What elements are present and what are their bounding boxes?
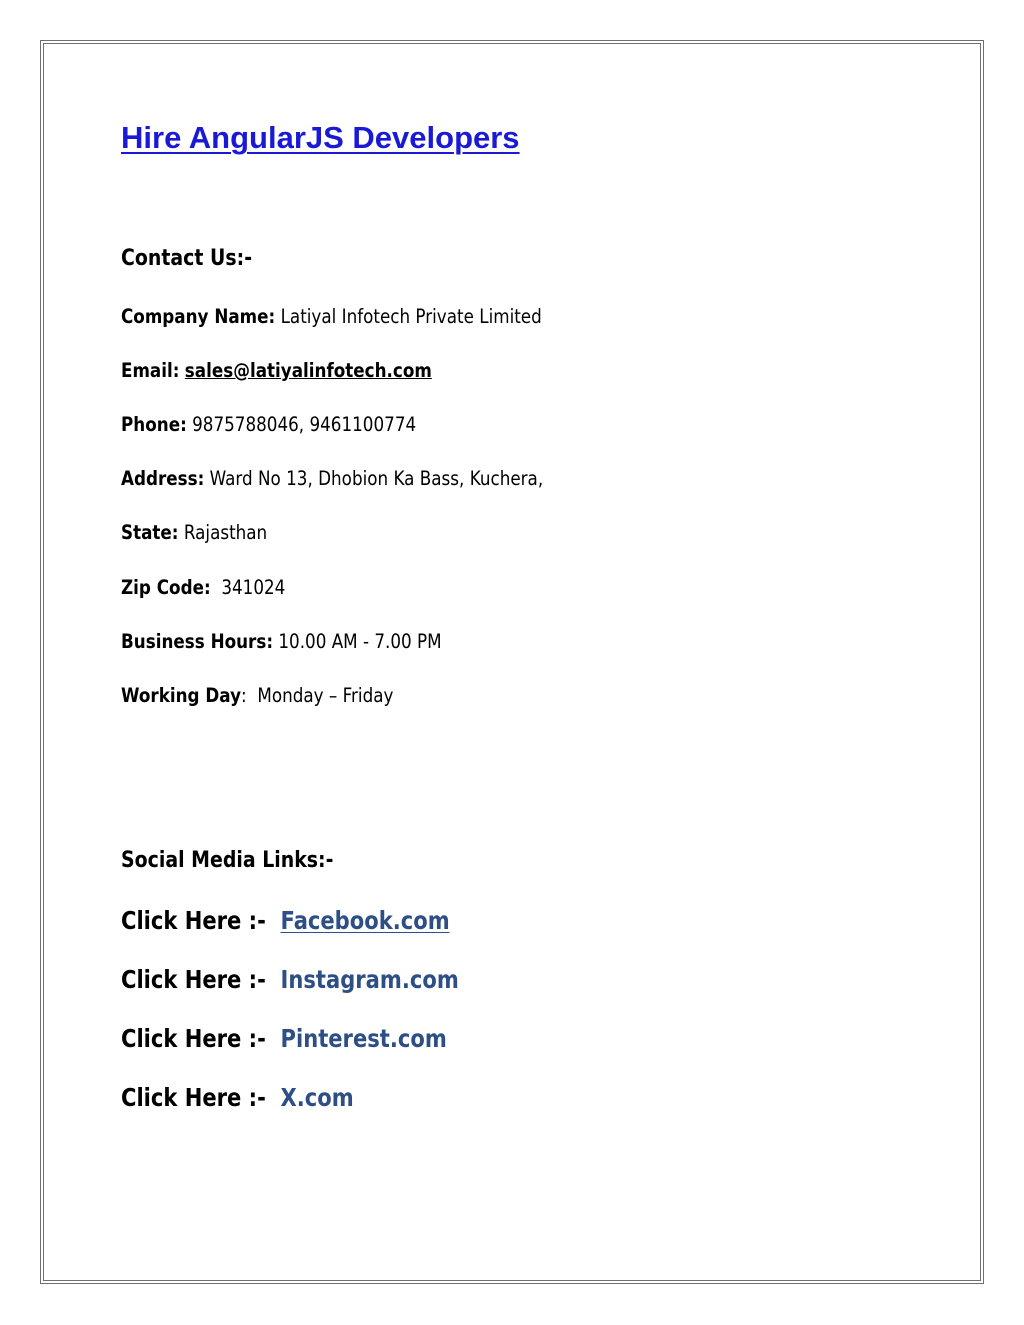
zip-code-value: 341024 — [210, 576, 286, 599]
social-row-instagram — [121, 965, 459, 994]
company-name-label: Company Name: — [121, 305, 276, 328]
social-row-x — [121, 1083, 354, 1112]
click-here-label: Click Here :- — [121, 1024, 281, 1053]
click-here-label: Click Here :- — [121, 965, 281, 994]
instagram-link[interactable]: Instagram.com — [280, 965, 459, 994]
address-value: Ward No 13, Dhobion Ka Bass, Kuchera, — [204, 467, 544, 490]
working-day-value: : Monday – Friday — [241, 684, 394, 707]
phone-row — [121, 413, 416, 436]
contact-heading: Contact Us:- — [121, 246, 253, 271]
email-row — [121, 359, 432, 382]
working-day-label: Working Day — [121, 684, 242, 707]
business-hours-value: 10.00 AM - 7.00 PM — [273, 630, 442, 653]
state-value: Rajasthan — [178, 521, 268, 544]
company-name-value: Latiyal Infotech Private Limited — [275, 305, 542, 328]
working-day-row — [121, 684, 393, 707]
phone-label: Phone: — [121, 413, 187, 436]
zip-code-row — [121, 576, 285, 599]
click-here-label: Click Here :- — [121, 906, 281, 935]
business-hours-row — [121, 630, 442, 653]
address-row — [121, 467, 543, 490]
social-row-pinterest — [121, 1024, 447, 1053]
facebook-link[interactable]: Facebook.com — [280, 906, 450, 935]
email-link[interactable]: sales@latiyalinfotech.com — [184, 359, 432, 382]
page-title-link[interactable]: Hire AngularJS Developers — [121, 120, 520, 155]
email-label: Email: — [121, 359, 180, 382]
phone-value: 9875788046, 9461100774 — [186, 413, 417, 436]
zip-code-label: Zip Code: — [121, 576, 211, 599]
state-row — [121, 521, 267, 544]
click-here-label: Click Here :- — [121, 1083, 281, 1112]
address-label: Address: — [121, 467, 205, 490]
pinterest-link[interactable]: Pinterest.com — [280, 1024, 447, 1053]
social-row-facebook — [121, 906, 450, 935]
company-name-row — [121, 305, 542, 328]
x-link[interactable]: X.com — [280, 1083, 354, 1112]
social-media-heading: Social Media Links:- — [121, 848, 334, 873]
business-hours-label: Business Hours: — [121, 630, 274, 653]
state-label: State: — [121, 521, 179, 544]
